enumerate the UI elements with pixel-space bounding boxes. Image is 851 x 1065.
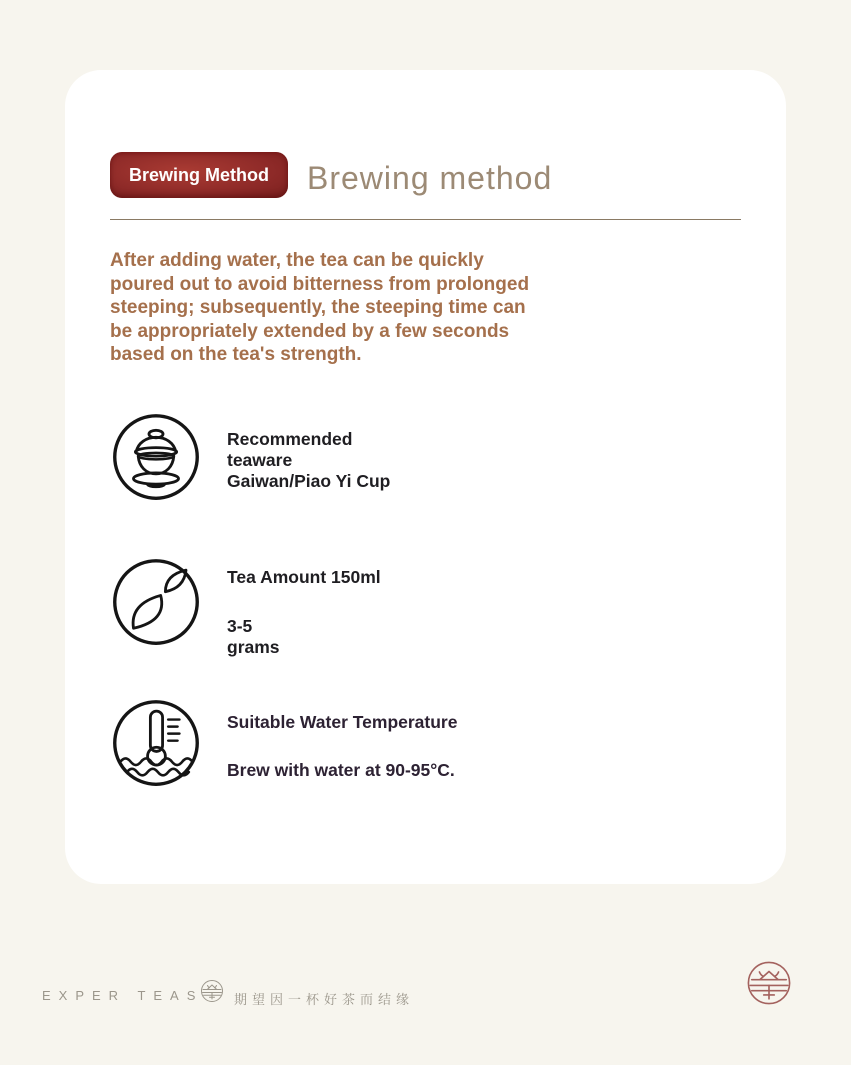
tea-amount-title: Tea Amount 150ml <box>227 567 381 587</box>
intro-line: poured out to avoid bitterness from prolonged <box>110 273 530 295</box>
brand-name: EXPER TEAS <box>42 988 204 1003</box>
intro-line: be appropriately extended by a few seconds <box>110 320 510 342</box>
badge-label: Brewing Method <box>129 164 269 185</box>
teaware-item-text <box>227 429 390 492</box>
intro-paragraph <box>110 249 630 367</box>
teaware-line: teaware <box>227 450 293 470</box>
teaware-line: Gaiwan/Piao Yi Cup <box>227 471 391 491</box>
gaiwan-icon <box>111 412 201 502</box>
intro-line: steeping; subsequently, the steeping time can <box>110 297 526 318</box>
tea-seal-icon <box>746 960 792 1006</box>
tea-leaves-icon <box>111 557 201 647</box>
tea-amount-line: 3-5 <box>227 616 253 636</box>
intro-line: based on the tea's strength. <box>110 344 362 365</box>
teaware-line: Recommended <box>227 429 353 449</box>
brand-tagline: 期望因一杯好茶而结缘 <box>234 992 415 1007</box>
tea-amount-line: grams <box>227 637 280 657</box>
thermometer-icon <box>111 698 201 788</box>
page-title: Brewing method <box>307 160 553 196</box>
intro-line: After adding water, the tea can be quickly <box>110 250 484 271</box>
water-temp-detail: Brew with water at 90-95°C. <box>227 760 455 780</box>
tea-amount-detail <box>227 616 280 658</box>
header-divider <box>110 219 741 220</box>
water-temp-title: Suitable Water Temperature <box>227 712 458 732</box>
tea-seal-icon-small <box>200 979 224 1003</box>
brewing-method-badge <box>110 152 288 198</box>
